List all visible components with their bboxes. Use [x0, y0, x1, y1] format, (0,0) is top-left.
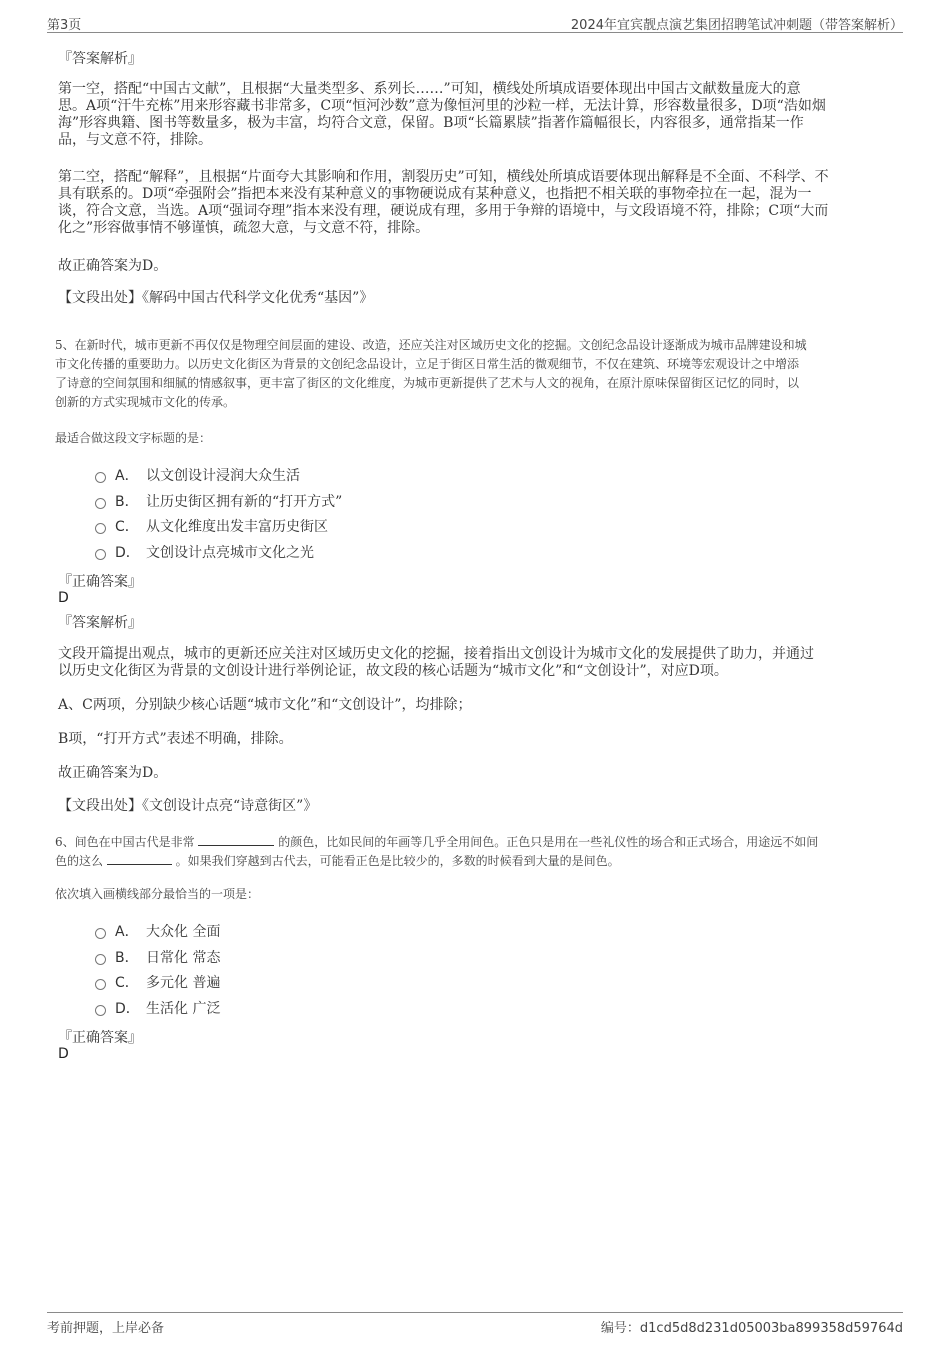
option-text: 大众化 全面 [146, 924, 221, 940]
radio-button-icon[interactable] [95, 979, 106, 990]
radio-button-icon[interactable] [95, 472, 106, 483]
option-letter: D． [115, 1001, 140, 1017]
q6-option-c[interactable] [95, 972, 220, 992]
option-text: 以文创设计浸润大众生活 [146, 468, 300, 484]
option-letter: C． [115, 975, 139, 991]
text-line: 5、在新时代，城市更新不再仅仅是物理空间层面的建设、改造，还应关注对区域历史文化的挖掘。文创纪念品设计逐渐成为城市品牌建设和城 [55, 338, 807, 352]
text-line [55, 833, 897, 852]
q6-passage [55, 833, 897, 871]
radio-button-icon[interactable] [95, 1005, 106, 1016]
option-text: 从文化维度出发丰富历史街区 [146, 519, 328, 535]
q5-passage [55, 336, 897, 412]
radio-button-icon[interactable] [95, 928, 106, 939]
text-line: 第一空，搭配“中国古文献”，且根据“大量类型多、系列长……”可知，横线处所填成语要体现出中国古文献数量庞大的意 [58, 81, 801, 97]
radio-button-icon[interactable] [95, 498, 106, 509]
fill-blank-1 [198, 833, 274, 846]
option-letter: B． [115, 494, 139, 510]
q5-analysis-b: B项，“打开方式”表述不明确，排除。 [58, 731, 293, 747]
option-text: 生活化 广泛 [146, 1001, 221, 1017]
page-footer [47, 1312, 903, 1337]
text-line: 谈，符合文意，当选。A项“强词夺理”指本来没有理，硬说成有理，多用于争辩的语境中，与文段语境不符，排除；C项“大而 [58, 203, 829, 219]
text-segment: 色的这么 [55, 854, 104, 868]
option-letter: C． [115, 519, 139, 535]
q4-analysis-paragraph-2 [58, 169, 894, 237]
text-line: 文段开篇提出观点，城市的更新还应关注对区域历史文化的挖掘，接着指出文创设计为城市文化的发展提供了助力，并通过 [58, 646, 814, 662]
footer-slogan: 考前押题，上岸必备 [47, 1321, 165, 1336]
q5-analysis-tag: 『答案解析』 [58, 615, 142, 631]
q4-source: 【文段出处】《解码中国古代科学文化优秀“基因”》 [58, 290, 374, 306]
text-line: 第二空，搭配“解释”，且根据“片面夸大其影响和作用，割裂历史”可知，横线处所填成语要体现出解释是不全面、不科学、不 [58, 169, 829, 185]
q6-option-a[interactable] [95, 921, 220, 941]
option-letter: A． [115, 924, 139, 940]
document-code: 编号：d1cd5d8d231d05003ba899358d59764d [600, 1321, 903, 1336]
q5-correct-answer: D [58, 590, 69, 606]
q6-prompt: 依次填入画横线部分最恰当的一项是： [55, 887, 260, 901]
option-text: 文创设计点亮城市文化之光 [146, 545, 314, 561]
radio-button-icon[interactable] [95, 523, 106, 534]
q6-correct-answer: D [58, 1046, 69, 1062]
text-line: 思。A项“汗牛充栋”用来形容藏书非常多，C项“恒河沙数”意为像恒河里的沙粒一样，无法计算，形容数量很多，D项“浩如烟 [58, 98, 826, 114]
option-text: 日常化 常态 [146, 950, 221, 966]
text-line: 市文化传播的重要助力。以历史文化街区为背景的文创纪念品设计，立足于街区日常生活的微观细节，不仅在建筑、环境等宏观设计之中增添 [55, 357, 800, 371]
option-letter: A． [115, 468, 139, 484]
text-segment: 。如果我们穿越到古代去，可能看正色是比较少的，多数的时候看到大量的是间色。 [175, 854, 620, 868]
option-letter: B． [115, 950, 139, 966]
q5-option-a[interactable] [95, 465, 300, 485]
q4-analysis-paragraph-1 [58, 81, 894, 149]
fill-blank-2 [107, 852, 172, 865]
q4-conclusion: 故正确答案为D。 [58, 258, 168, 274]
option-letter: D． [115, 545, 140, 561]
document-title: 2024年宜宾靓点演艺集团招聘笔试冲刺题（带答案解析） [570, 18, 903, 33]
text-line: 海”形容典籍、图书等数量多，极为丰富，均符合文意，保留。B项“长篇累牍”指著作篇幅很长，内容很多，通常指某一作 [58, 115, 804, 131]
text-segment: 的颜色，比如民间的年画等几乎全用间色。正色只是用在一些礼仪性的场合和正式场合，用途远不如间 [278, 835, 819, 849]
text-line: 以历史文化街区为背景的文创设计进行举例论证，故文段的核心话题为“城市文化”和“文创设计”，对应D项。 [58, 663, 728, 679]
q5-prompt: 最适合做这段文字标题的是： [55, 431, 212, 445]
page-header [47, 12, 903, 33]
q5-source: 【文段出处】《文创设计点亮“诗意街区”》 [58, 798, 318, 814]
q5-option-d[interactable] [95, 542, 314, 562]
text-line: 了诗意的空间氛围和细腻的情感叙事，更丰富了街区的文化维度，为城市更新提供了艺术与人文的视角，在原汁原味保留街区记忆的同时，以 [55, 376, 800, 390]
q5-conclusion: 故正确答案为D。 [58, 765, 168, 781]
option-text: 让历史街区拥有新的“打开方式” [146, 494, 343, 510]
page-number: 第3页 [47, 18, 82, 33]
text-line: 创新的方式实现城市文化的传承。 [55, 395, 236, 409]
q5-option-b[interactable] [95, 491, 342, 511]
option-text: 多元化 普遍 [146, 975, 221, 991]
text-line: 具有联系的。D项“牵强附会”指把本来没有某种意义的事物硬说成有某种意义，也指把不相关联的事物牵拉在一起，混为一 [58, 186, 812, 202]
text-segment: 6、间色在中国古代是非常 [55, 835, 195, 849]
text-line [55, 852, 897, 871]
q4-analysis-tag: 『答案解析』 [58, 51, 142, 67]
radio-button-icon[interactable] [95, 954, 106, 965]
q5-correct-answer-tag: 『正确答案』 [58, 574, 142, 590]
q5-analysis-paragraph [58, 646, 894, 680]
q5-analysis-ac: A、C两项，分别缺少核心话题“城市文化”和“文创设计”，均排除； [58, 697, 472, 713]
q5-option-c[interactable] [95, 516, 328, 536]
text-line: 品，与文意不符，排除。 [58, 132, 212, 148]
text-line: 化之”形容做事情不够谨慎，疏忽大意，与文意不符，排除。 [58, 220, 430, 236]
radio-button-icon[interactable] [95, 549, 106, 560]
q6-option-b[interactable] [95, 947, 220, 967]
q6-option-d[interactable] [95, 998, 220, 1018]
q6-correct-answer-tag: 『正确答案』 [58, 1030, 142, 1046]
